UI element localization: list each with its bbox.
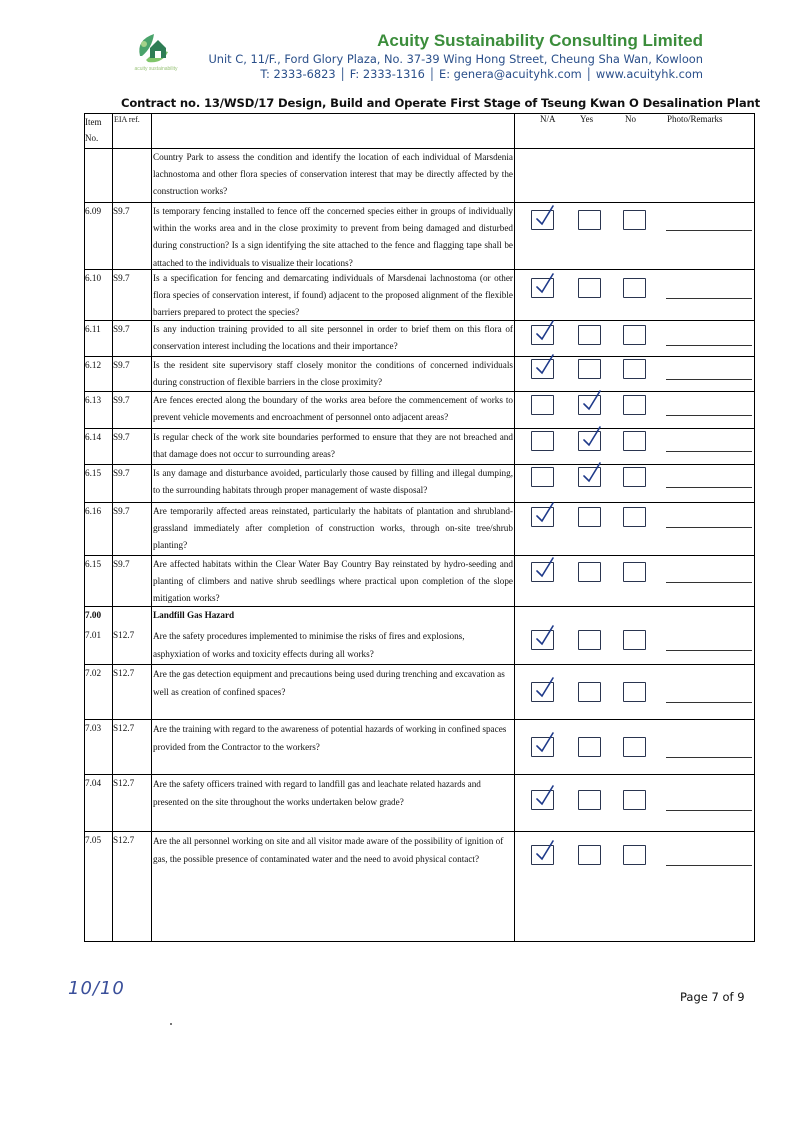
question-text: Are the gas detection equipment and precautions being used during trenching and excavation as well as creation of confined spaces?	[153, 669, 505, 697]
checkbox-na[interactable]	[531, 395, 554, 415]
contract-title: Contract no. 13/WSD/17 Design, Build and Operate First Stage of Tseung Kwan O Desalination Plant	[121, 96, 761, 110]
item-number: 6.13	[85, 395, 102, 405]
table-row	[84, 320, 755, 357]
eia-reference: S9.7	[113, 432, 130, 442]
item-number: 6.14	[85, 432, 102, 442]
checkmark-icon	[534, 320, 556, 344]
question-text: Are the all personnel working on site and all visitor made aware of the possibility of ignition of gas, the possible presence of contaminated water and the need to avoid physical contact?	[153, 836, 504, 864]
remarks-line[interactable]	[666, 415, 752, 416]
checkmark-icon	[534, 625, 556, 649]
checkbox-no[interactable]	[623, 562, 646, 582]
checkbox-no[interactable]	[623, 845, 646, 865]
question-text: Is temporary fencing installed to fence off the concerned species either in groups of individually within the works area and in the close proximity to prevent from being damaged and disturbed during construction? Is a sign identifying the site attached to the fence and flagging tape shall be attached to the individuals to visualize their locations?	[153, 206, 513, 268]
checkbox-no[interactable]	[623, 467, 646, 487]
table-header-row	[84, 114, 755, 149]
checkmark-icon	[534, 732, 556, 756]
item-number: 7.04	[85, 778, 102, 788]
table-row	[84, 502, 755, 556]
table-row	[84, 428, 755, 465]
item-number: 7.01	[85, 630, 102, 640]
question-text: Are the training with regard to the awareness of potential hazards of working in confined spaces provided from the Contractor to the workers?	[153, 724, 507, 752]
table-row	[84, 464, 755, 503]
remarks-line[interactable]	[666, 865, 752, 866]
checkbox-na[interactable]	[531, 845, 554, 865]
checkbox-yes[interactable]	[578, 507, 601, 527]
question-text: Are fences erected along the boundary of the works area before the commencement of works to prevent vehicle movements and encroachment of personnel onto adjacent areas?	[153, 395, 513, 423]
handwritten-score: 10/10	[68, 978, 125, 999]
remarks-line[interactable]	[666, 487, 752, 488]
checkbox-no[interactable]	[623, 278, 646, 298]
table-row	[84, 664, 755, 720]
checkbox-yes[interactable]	[578, 210, 601, 230]
remarks-line[interactable]	[666, 527, 752, 528]
checkbox-na[interactable]	[531, 562, 554, 582]
company-name: Acuity Sustainability Consulting Limited	[377, 31, 703, 50]
checkbox-no[interactable]	[623, 325, 646, 345]
checkbox-yes[interactable]	[578, 845, 601, 865]
table-row	[84, 831, 755, 942]
remarks-line[interactable]	[666, 582, 752, 583]
eia-reference: S9.7	[113, 206, 130, 216]
checkbox-na[interactable]	[531, 431, 554, 451]
section-row	[84, 606, 755, 626]
checkbox-yes[interactable]	[578, 359, 601, 379]
remarks-line[interactable]	[666, 810, 752, 811]
remarks-line[interactable]	[666, 379, 752, 380]
remarks-line[interactable]	[666, 650, 752, 651]
page-number: Page 7 of 9	[680, 990, 745, 1004]
checkmark-icon	[534, 354, 556, 378]
item-number: 6.12	[85, 360, 102, 370]
section-title: Landfill Gas Hazard	[153, 610, 235, 620]
checkbox-yes[interactable]	[578, 562, 601, 582]
checkbox-na[interactable]	[531, 210, 554, 230]
table-row	[84, 269, 755, 321]
question-text: Is the resident site supervisory staff closely monitor the conditions of concerned individuals during construction of flexible barriers in the close proximity?	[153, 360, 513, 388]
table-row	[84, 719, 755, 775]
question-text: Is regular check of the work site boundaries performed to ensure that they are not breached and that damage does not occur to surrounding areas?	[153, 432, 513, 460]
eia-reference: S9.7	[113, 395, 130, 405]
remarks-line[interactable]	[666, 702, 752, 703]
header-na: N/A	[540, 114, 556, 124]
eia-reference: S12.7	[113, 668, 135, 678]
header-item-no: Item No.	[85, 117, 102, 143]
question-text: Is a specification for fencing and demarcating individuals of Marsdenai lachnostoma (or other flora species of conservation interest, if found) adjacent to the proposed alignment of the flexible barriers prepared to protect the species?	[153, 273, 513, 318]
eia-reference: S9.7	[113, 468, 130, 478]
checkbox-yes[interactable]	[578, 737, 601, 757]
checkbox-no[interactable]	[623, 630, 646, 650]
remarks-line[interactable]	[666, 230, 752, 231]
item-number: 7.00	[85, 610, 102, 620]
checkmark-icon	[581, 426, 603, 450]
company-contact: T: 2333-6823 │ F: 2333-1316 │ E: genera@acuityhk.com │ www.acuityhk.com	[260, 67, 703, 81]
eia-reference: S12.7	[113, 778, 135, 788]
company-address: Unit C, 11/F., Ford Glory Plaza, No. 37-39 Wing Hong Street, Cheung Sha Wan, Kowloon	[208, 52, 703, 66]
header-no: No	[625, 114, 636, 124]
table-row	[84, 391, 755, 429]
checkbox-yes[interactable]	[578, 682, 601, 702]
question-text: Are the safety procedures implemented to minimise the risks of fires and explosions, asphyxiation of works and toxicity effects during all works?	[153, 631, 465, 659]
checkbox-no[interactable]	[623, 395, 646, 415]
checkbox-na[interactable]	[531, 630, 554, 650]
checkmark-icon	[534, 205, 556, 229]
checkmark-icon	[534, 840, 556, 864]
remarks-line[interactable]	[666, 298, 752, 299]
checkbox-no[interactable]	[623, 737, 646, 757]
checkbox-no[interactable]	[623, 790, 646, 810]
eia-reference: S9.7	[113, 324, 130, 334]
question-text: Are temporarily affected areas reinstated, particularly the habitats of plantation and shrubland-grassland immediately after completion of construction works, through on-site tree/shrub planting?	[153, 506, 513, 551]
checkbox-yes[interactable]	[578, 325, 601, 345]
checkmark-icon	[581, 390, 603, 414]
eia-reference: S9.7	[113, 506, 130, 516]
remarks-line[interactable]	[666, 345, 752, 346]
eia-reference: S12.7	[113, 835, 135, 845]
checklist-table	[84, 113, 755, 942]
header-eia-ref: EIA ref.	[114, 115, 140, 124]
question-text: Are affected habitats within the Clear Water Bay Country Bay reinstated by hydro-seeding and planting of climbers and native shrub seedlings where practical upon completion of the slope mitigation works?	[153, 559, 513, 604]
checkbox-no[interactable]	[623, 507, 646, 527]
remarks-line[interactable]	[666, 757, 752, 758]
eia-reference: S12.7	[113, 630, 135, 640]
header-yes: Yes	[580, 114, 594, 124]
logo-text: acuity sustainability	[134, 66, 178, 72]
checkbox-yes[interactable]	[578, 395, 601, 415]
checkmark-icon	[534, 677, 556, 701]
item-number: 6.10	[85, 273, 102, 283]
checkbox-na[interactable]	[531, 467, 554, 487]
checkbox-na[interactable]	[531, 682, 554, 702]
item-number: 6.16	[85, 506, 102, 516]
item-number: 7.02	[85, 668, 102, 678]
scan-speck	[170, 1023, 172, 1025]
checkmark-icon	[581, 462, 603, 486]
item-number: 6.15	[85, 559, 102, 569]
checkbox-na[interactable]	[531, 325, 554, 345]
item-number: 6.15	[85, 468, 102, 478]
eia-reference: S9.7	[113, 360, 130, 370]
item-number: 6.09	[85, 206, 102, 216]
header-photo-remarks: Photo/Remarks	[667, 114, 723, 124]
checkbox-no[interactable]	[623, 682, 646, 702]
item-number: 7.03	[85, 723, 102, 733]
question-text: Country Park to assess the condition and identify the location of each individual of Marsdenia lachnostoma and other flora species of conservation interest that may be directly affected by the construction works?	[153, 152, 513, 197]
table-row	[84, 555, 755, 607]
checkbox-na[interactable]	[531, 507, 554, 527]
checkbox-na[interactable]	[531, 737, 554, 757]
table-row	[84, 356, 755, 392]
checkbox-na[interactable]	[531, 278, 554, 298]
checkmark-icon	[534, 273, 556, 297]
checkbox-yes[interactable]	[578, 630, 601, 650]
eia-reference: S9.7	[113, 559, 130, 569]
table-row	[84, 774, 755, 832]
eia-reference: S9.7	[113, 273, 130, 283]
checkbox-yes[interactable]	[578, 790, 601, 810]
checkbox-no[interactable]	[623, 431, 646, 451]
item-number: 6.11	[85, 324, 101, 334]
checkmark-icon	[534, 557, 556, 581]
checkmark-icon	[534, 502, 556, 526]
checkbox-yes[interactable]	[578, 431, 601, 451]
checkbox-yes[interactable]	[578, 278, 601, 298]
eia-reference: S12.7	[113, 723, 135, 733]
checkbox-na[interactable]	[531, 359, 554, 379]
checkbox-no[interactable]	[623, 359, 646, 379]
table-row	[84, 148, 755, 203]
table-row	[84, 202, 755, 270]
question-text: Are the safety officers trained with regard to landfill gas and leachate related hazards and presented on the site throughout the works undertaken below grade?	[153, 779, 481, 807]
checkbox-no[interactable]	[623, 210, 646, 230]
checkbox-yes[interactable]	[578, 467, 601, 487]
checkmark-icon	[534, 785, 556, 809]
checkbox-na[interactable]	[531, 790, 554, 810]
question-text: Is any damage and disturbance avoided, particularly those caused by filling and illegal dumping, to the surrounding habitats through proper management of waste disposal?	[153, 468, 513, 496]
item-number: 7.05	[85, 835, 102, 845]
remarks-line[interactable]	[666, 451, 752, 452]
table-row	[84, 626, 755, 665]
question-text: Is any induction training provided to all site personnel in order to brief them on this flora of conservation interest including the locations and their importance?	[153, 324, 513, 352]
